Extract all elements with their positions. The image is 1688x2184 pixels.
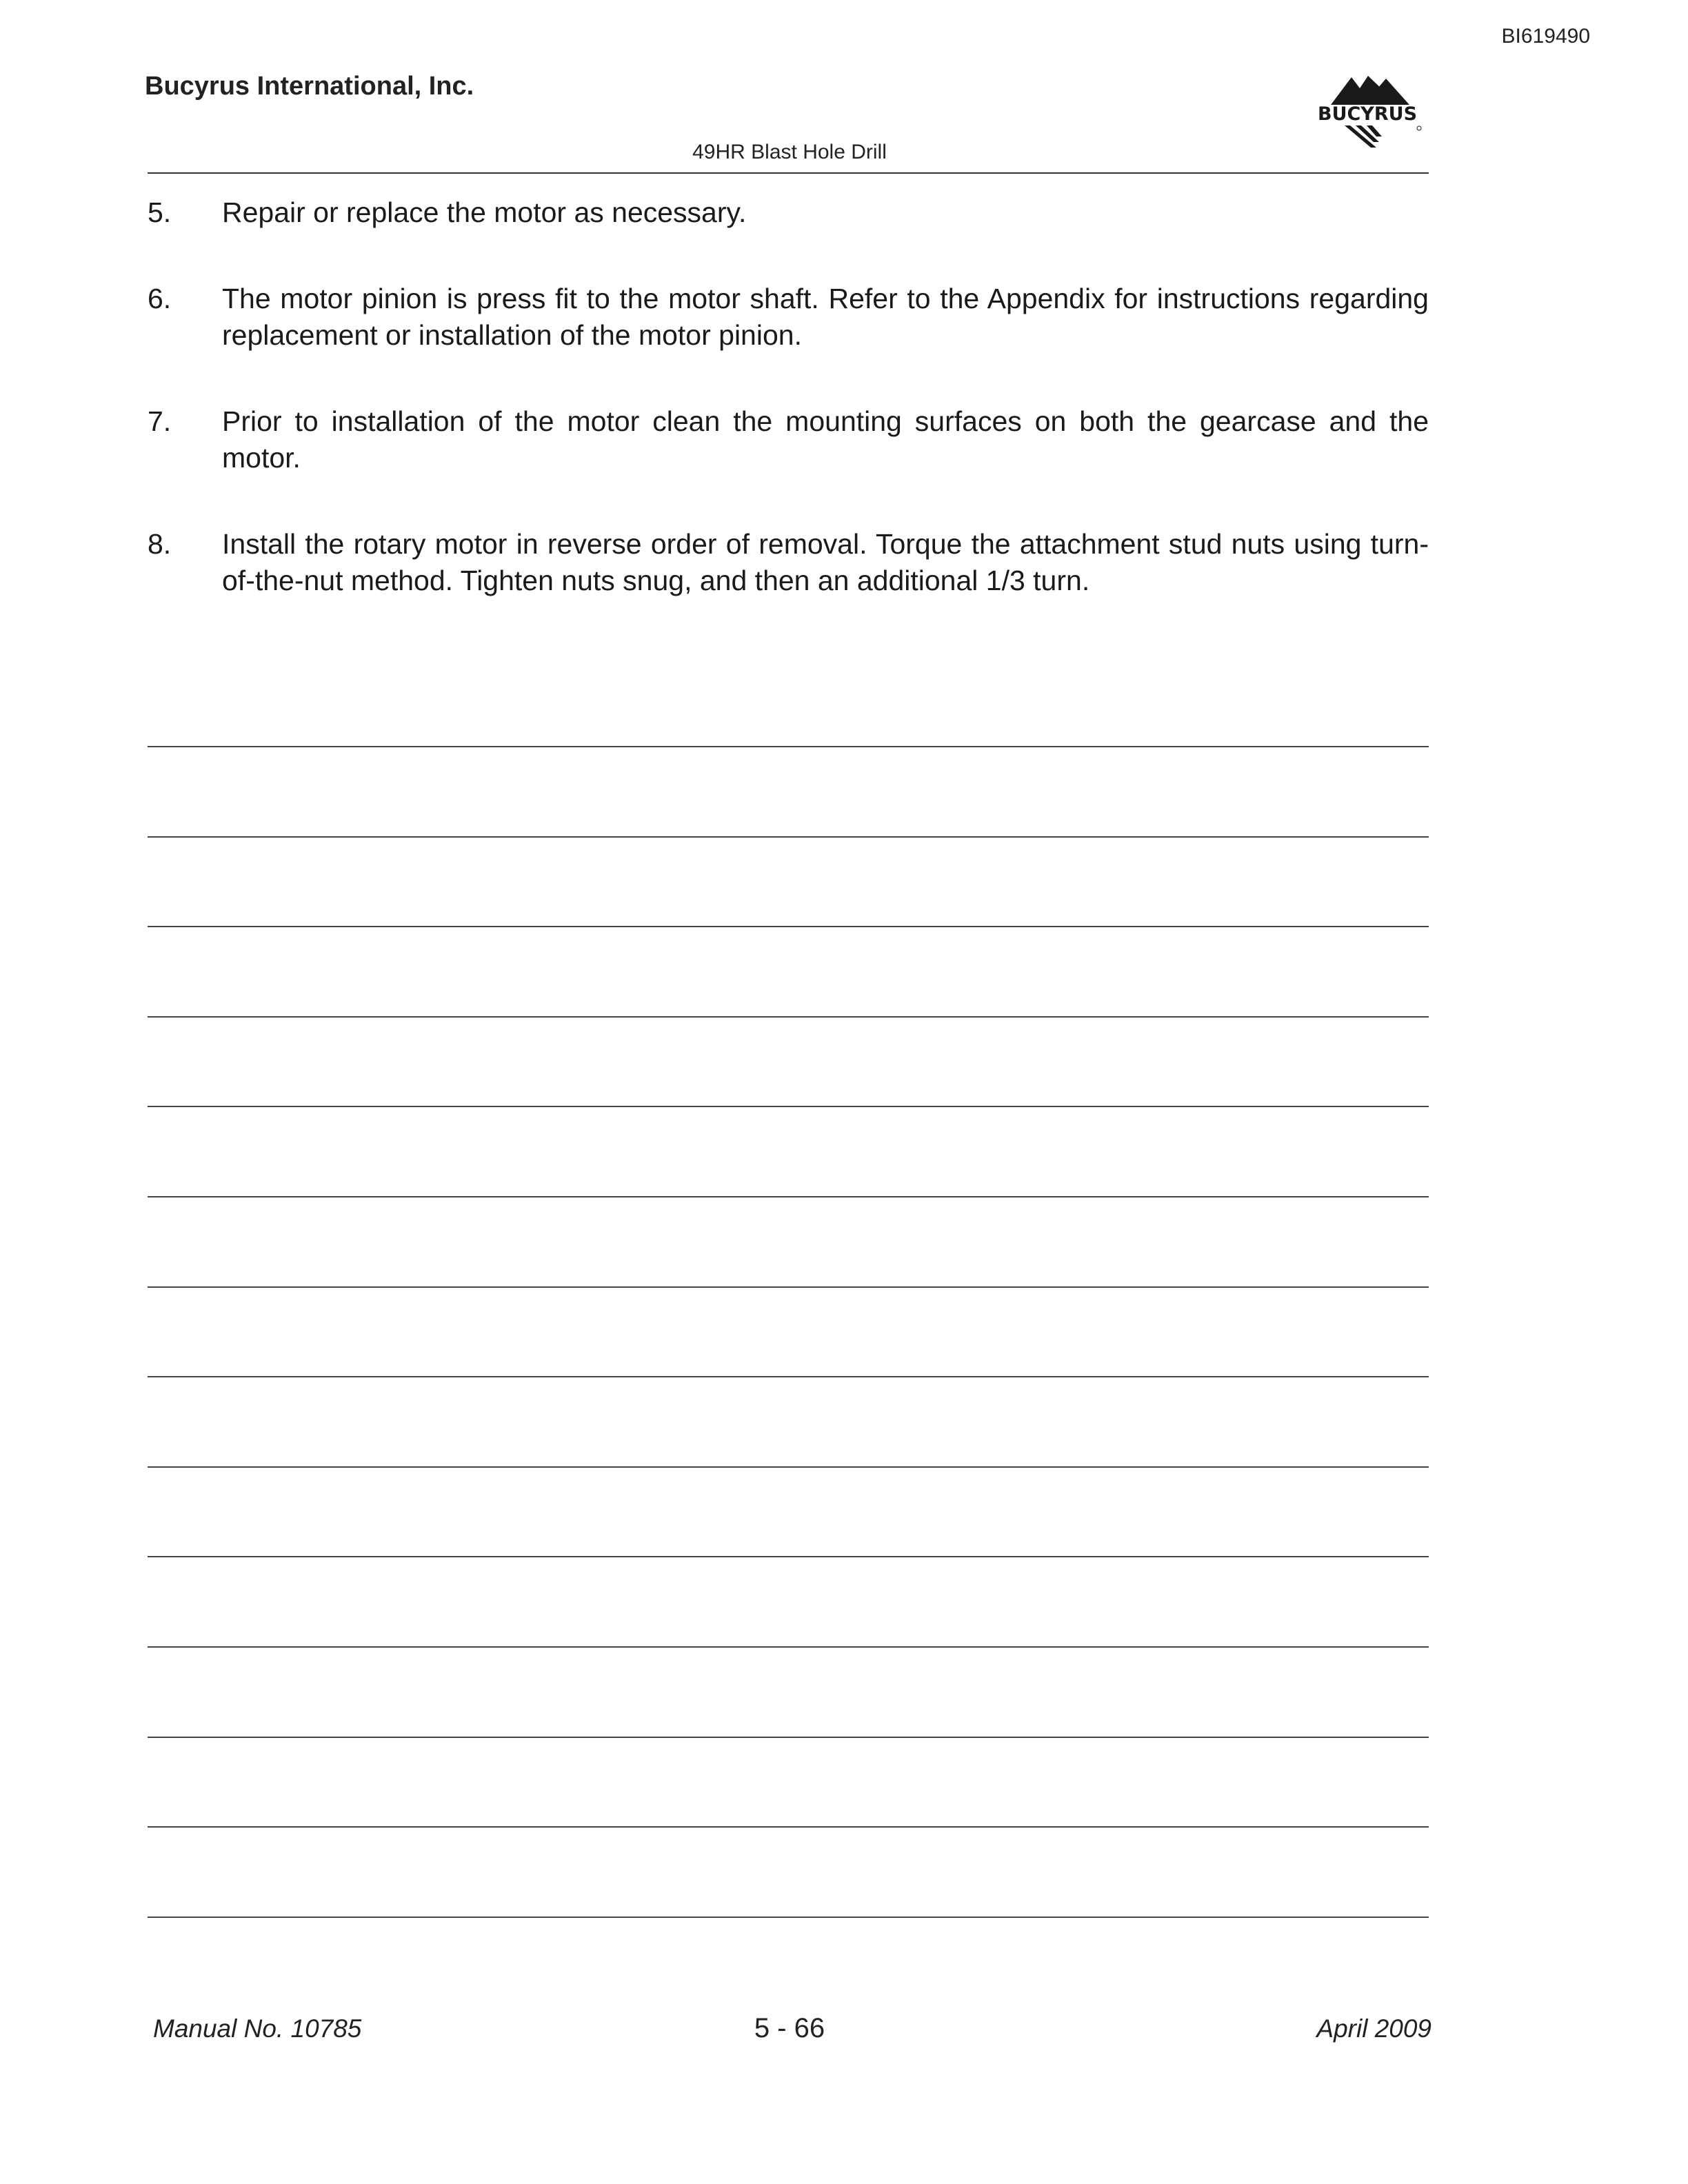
document-id: BI619490 [1501,25,1590,48]
publication-date: April 2009 [1316,2014,1431,2043]
step-item [148,194,1429,231]
note-line [148,1646,1429,1648]
step-number: 8. [148,528,172,560]
header-divider [148,172,1429,174]
step-text: Prior to installation of the motor clean the mounting surfaces on both the gearcase and the motor. [222,405,1429,474]
note-line [148,926,1429,927]
note-line [148,1016,1429,1018]
company-name: Bucyrus International, Inc. [145,72,474,101]
step-text: Repair or replace the motor as necessary. [222,196,747,228]
step-text: Install the rotary motor in reverse order of removal. Torque the attachment stud nuts using turn-of-the-nut method. Tighten nuts snug, and then an additional 1/3 turn. [222,528,1429,596]
step-number: 5. [148,196,172,228]
step-item [148,403,1429,476]
step-text: The motor pinion is press fit to the motor shaft. Refer to the Appendix for instructions regarding replacement or installation of the motor pinion. [222,283,1429,351]
manual-number: Manual No. 10785 [153,2014,362,2043]
note-line [148,1466,1429,1468]
note-line [148,1106,1429,1107]
note-line [148,746,1429,747]
note-line [148,1376,1429,1377]
note-line [148,836,1429,838]
step-item [148,281,1429,354]
note-line [148,1196,1429,1197]
page-number: 5 - 66 [754,2013,825,2043]
step-number: 7. [148,405,172,437]
note-line [148,1286,1429,1288]
step-number: 6. [148,283,172,314]
manual-subtitle: 49HR Blast Hole Drill [692,141,887,163]
bucyrus-logo [1302,70,1433,152]
step-item [148,526,1429,599]
note-line [148,1917,1429,1918]
note-line [148,1737,1429,1738]
bucyrus-logo-icon [1302,70,1433,152]
procedure-steps [148,194,1429,649]
note-line [148,1556,1429,1557]
note-line [148,1826,1429,1828]
svg-text:BUCYRUS: BUCYRUS [1317,103,1418,125]
